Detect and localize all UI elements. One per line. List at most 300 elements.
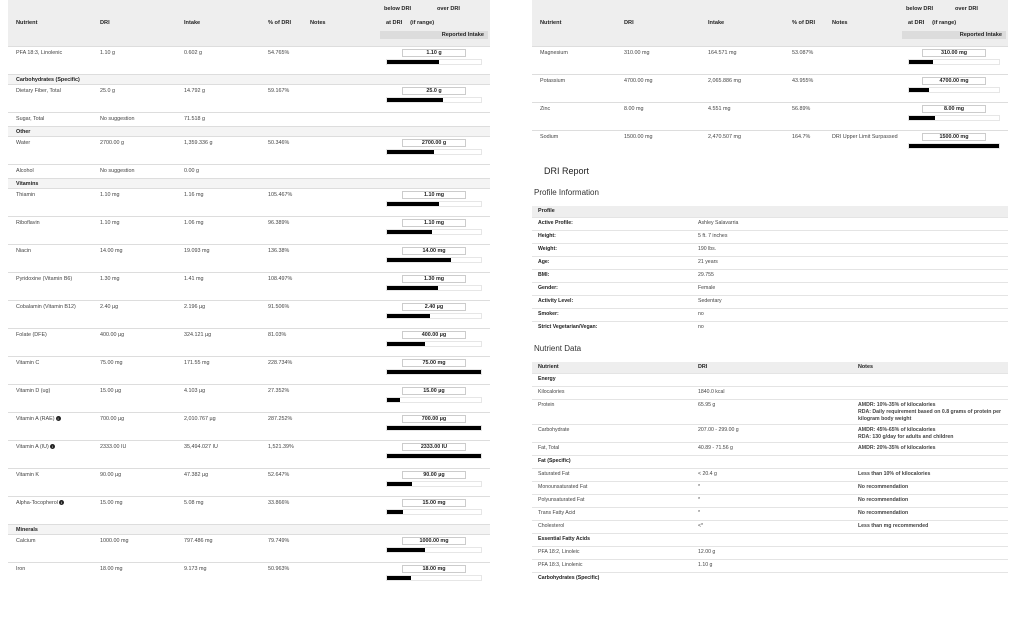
intake-value: 4.551 mg: [700, 102, 784, 130]
profile-label: Strict Vegetarian/Vegan:: [532, 321, 692, 334]
profile-label: Active Profile:: [532, 217, 692, 230]
profile-label: Gender:: [532, 282, 692, 295]
pct-value: 59.167%: [260, 84, 302, 112]
nutrient-name: [8, 496, 92, 524]
table-row: [532, 102, 1008, 130]
pct-value: 50.346%: [260, 136, 302, 164]
table-row: [532, 546, 1008, 559]
profile-row: [532, 282, 1008, 295]
profile-value: Ashley Salavarria: [692, 217, 1008, 230]
dri-target-label: 4700.00 mg: [922, 77, 986, 85]
nutrient-label: Dietary Fiber, Total: [16, 87, 61, 94]
intake-bar-track: [386, 97, 482, 103]
pct-value: 33.866%: [260, 496, 302, 524]
nutrient-name: Saturated Fat: [532, 468, 692, 481]
intake-value: 71.518 g: [176, 112, 260, 126]
notes-value: [302, 384, 378, 412]
profile-value: 5 ft. 7 inches: [692, 230, 1008, 243]
nutrient-name: PFA 18:2, Linoleic: [532, 546, 692, 559]
notes-value: [302, 328, 378, 356]
intake-bar-track: [386, 481, 482, 487]
nutrient-name: Cholesterol: [532, 520, 692, 533]
nutrient-name: Sugar, Total: [8, 112, 92, 126]
dri-value: 2333.00 IU: [92, 440, 176, 468]
category-label: Energy: [532, 373, 1008, 386]
notes-value: AMDR: 20%-35% of kilocalories: [852, 442, 1008, 455]
intake-bar-track: [908, 59, 1000, 65]
intake-bar-fill: [387, 286, 438, 290]
dri-target-label: 400.00 µg: [402, 331, 466, 339]
intake-bar-fill: [387, 342, 425, 346]
report-title: DRI Report: [544, 166, 590, 176]
pct-value: 53.087%: [784, 46, 824, 74]
intake-value: 2.196 µg: [176, 300, 260, 328]
nutrient-label: Cobalamin (Vitamin B12): [16, 303, 76, 310]
header-below: below DRI: [906, 6, 934, 13]
header-reported: Reported Intake: [902, 31, 1006, 39]
category-row: [8, 126, 490, 136]
notes-value: [302, 188, 378, 216]
notes-value: AMDR: 45%-65% of kilocalories RDA: 130 g/day for adults and children: [852, 424, 1008, 442]
bar-cell: [378, 440, 490, 468]
intake-value: 0.602 g: [176, 46, 260, 74]
dri-target-label: 75.00 mg: [402, 359, 466, 367]
pct-value: 1,521.39%: [260, 440, 302, 468]
dri-target-label: 14.00 mg: [402, 247, 466, 255]
bar-cell: [378, 272, 490, 300]
bar-cell: [378, 356, 490, 384]
nutrient-name: [8, 272, 92, 300]
bar-cell: [378, 136, 490, 164]
notes-value: No recommendation: [852, 494, 1008, 507]
dri-value: <*: [692, 520, 852, 533]
dri-value: 4700.00 mg: [616, 74, 700, 102]
nutrient-label: Zinc: [540, 105, 551, 112]
profile-row: [532, 295, 1008, 308]
dri-page-right: [532, 0, 1008, 620]
table-row: [8, 112, 490, 126]
notes-value: [302, 300, 378, 328]
category-label: Carbohydrates (Specific): [8, 74, 490, 84]
profile-row: [532, 243, 1008, 256]
header-pct: % of DRI: [784, 0, 824, 46]
nutrient-name: [8, 384, 92, 412]
dri-value: 1840.0 kcal: [692, 386, 852, 399]
pct-value: 108.497%: [260, 272, 302, 300]
dri-target-label: 15.00 mg: [402, 499, 466, 507]
info-icon: i: [50, 444, 55, 449]
table-row: [8, 562, 490, 590]
dri-value: 65.95 g: [692, 399, 852, 424]
dri-value: 310.00 mg: [616, 46, 700, 74]
intake-bar-fill: [909, 116, 935, 120]
header-ifrange: (if range): [410, 20, 435, 27]
nutrient-name: [8, 562, 92, 590]
intake-bar-fill: [909, 88, 929, 92]
nutrient-name: [8, 188, 92, 216]
nutrient-label: Iron: [16, 565, 26, 572]
intake-bar-fill: [387, 230, 432, 234]
notes-value: [824, 74, 900, 102]
dri-value: 400.00 µg: [92, 328, 176, 356]
dri-value: No suggestion: [92, 112, 176, 126]
intake-value: 797.486 mg: [176, 534, 260, 562]
dri-target-label: 1.10 mg: [402, 219, 466, 227]
profile-row: [532, 256, 1008, 269]
profile-value: 29.755: [692, 269, 1008, 282]
pct-value: 43.955%: [784, 74, 824, 102]
nd-header-nutrient: Nutrient: [532, 362, 692, 373]
nutrient-name: Alcohol: [8, 164, 92, 178]
dri-value: 14.00 mg: [92, 244, 176, 272]
profile-row: [532, 321, 1008, 334]
category-label: Minerals: [8, 524, 490, 534]
intake-bar-fill: [909, 60, 933, 64]
nutrient-name: Fat, Total: [532, 442, 692, 455]
nutrient-label: Sodium: [540, 133, 559, 140]
notes-value: [302, 356, 378, 384]
intake-value: 5.08 mg: [176, 496, 260, 524]
pct-value: 136.38%: [260, 244, 302, 272]
dri-table-right: [532, 0, 1008, 158]
nutrient-name: [8, 84, 92, 112]
dri-value: 75.00 mg: [92, 356, 176, 384]
dri-target-label: 8.00 mg: [922, 105, 986, 113]
notes-value: [302, 440, 378, 468]
table-row: [8, 84, 490, 112]
dri-value: 207.00 - 299.00 g: [692, 424, 852, 442]
bar-cell: [378, 46, 490, 74]
nutrient-label: Niacin: [16, 247, 31, 254]
pct-value: 81.03%: [260, 328, 302, 356]
nd-header-notes: Notes: [852, 362, 1008, 373]
profile-value: Female: [692, 282, 1008, 295]
intake-value: 4.103 µg: [176, 384, 260, 412]
intake-bar-track: [908, 87, 1000, 93]
nutrient-label: Vitamin A (RAE): [16, 415, 55, 422]
notes-value: [302, 136, 378, 164]
bar-cell: [378, 534, 490, 562]
pct-value: 96.389%: [260, 216, 302, 244]
table-row: [8, 356, 490, 384]
intake-bar-track: [386, 397, 482, 403]
table-row: [532, 386, 1008, 399]
header-notes: Notes: [302, 0, 378, 46]
table-row: [8, 216, 490, 244]
pct-value: 105.467%: [260, 188, 302, 216]
nutrient-name: [8, 136, 92, 164]
pct-value: [260, 112, 302, 126]
dri-target-label: 90.00 µg: [402, 471, 466, 479]
notes-value: [302, 562, 378, 590]
intake-value: 1,359.336 g: [176, 136, 260, 164]
notes-value: Less than mg recommended: [852, 520, 1008, 533]
intake-value: 171.55 mg: [176, 356, 260, 384]
intake-bar-fill: [387, 510, 403, 514]
dri-target-label: 2700.00 g: [402, 139, 466, 147]
table-row: [532, 559, 1008, 572]
pct-value: 27.352%: [260, 384, 302, 412]
notes-value: [852, 386, 1008, 399]
notes-value: [302, 244, 378, 272]
dri-target-label: 1000.00 mg: [402, 537, 466, 545]
table-row: [8, 188, 490, 216]
nutrient-name: [8, 440, 92, 468]
bar-cell: [900, 74, 1008, 102]
intake-value: 35,494.027 IU: [176, 440, 260, 468]
profile-value: 21 years: [692, 256, 1008, 269]
category-label: Carbohydrates (Specific): [532, 572, 1008, 585]
notes-value: [302, 164, 378, 178]
category-row: [532, 455, 1008, 468]
profile-table: [532, 206, 1008, 334]
bar-cell: [378, 112, 490, 126]
profile-heading: Profile Information: [534, 188, 599, 197]
intake-bar-fill: [387, 202, 439, 206]
dri-value: 40.89 - 71.56 g: [692, 442, 852, 455]
intake-value: 2,010.767 µg: [176, 412, 260, 440]
table-row: [532, 74, 1008, 102]
dri-target-label: 18.00 mg: [402, 565, 466, 573]
header-reported: Reported Intake: [380, 31, 488, 39]
nutrient-label: PFA 18:3, Linolenic: [16, 49, 63, 56]
intake-value: 47.382 µg: [176, 468, 260, 496]
table-row: [8, 164, 490, 178]
pct-value: 228.734%: [260, 356, 302, 384]
category-label: Fat (Specific): [532, 455, 1008, 468]
dri-value: No suggestion: [92, 164, 176, 178]
category-row: [532, 572, 1008, 585]
notes-value: [302, 412, 378, 440]
header-pct: % of DRI: [260, 0, 302, 46]
profile-label: Age:: [532, 256, 692, 269]
intake-bar-fill: [387, 548, 425, 552]
nutrient-name: Protein: [532, 399, 692, 424]
intake-value: 2,065.886 mg: [700, 74, 784, 102]
nutrient-name: [8, 300, 92, 328]
category-row: [532, 533, 1008, 546]
notes-value: [302, 112, 378, 126]
info-icon: i: [56, 416, 61, 421]
intake-bar-fill: [387, 258, 451, 262]
table-row: [8, 300, 490, 328]
profile-header: Profile: [532, 206, 1008, 217]
table-row: [532, 468, 1008, 481]
notes-value: Less than 10% of kilocalories: [852, 468, 1008, 481]
pct-value: 52.647%: [260, 468, 302, 496]
table-header: [8, 0, 490, 46]
table-row: [8, 440, 490, 468]
intake-bar-track: [386, 369, 482, 375]
profile-value: Sedentary: [692, 295, 1008, 308]
bar-cell: [900, 130, 1008, 158]
bar-cell: [378, 300, 490, 328]
intake-value: 14.792 g: [176, 84, 260, 112]
nutrient-name: [8, 46, 92, 74]
dri-value: 18.00 mg: [92, 562, 176, 590]
category-row: [8, 74, 490, 84]
intake-bar-track: [386, 229, 482, 235]
nutrient-name: Carbohydrate: [532, 424, 692, 442]
header-over: over DRI: [436, 6, 460, 13]
profile-label: Smoker:: [532, 308, 692, 321]
table-row: [8, 328, 490, 356]
dri-value: 1.10 g: [692, 559, 852, 572]
dri-target-label: 1.10 g: [402, 49, 466, 57]
notes-value: [824, 102, 900, 130]
intake-bar-fill: [387, 576, 411, 580]
bar-cell: [378, 244, 490, 272]
category-row: [8, 524, 490, 534]
dri-value: 90.00 µg: [92, 468, 176, 496]
header-over: over DRI: [954, 6, 978, 13]
header-nutrient: Nutrient: [8, 0, 92, 46]
category-row: [8, 178, 490, 188]
dri-target-label: 1.10 mg: [402, 191, 466, 199]
intake-value: 9.173 mg: [176, 562, 260, 590]
bar-cell: [378, 412, 490, 440]
dri-value: *: [692, 494, 852, 507]
pct-value: 91.506%: [260, 300, 302, 328]
category-label: Essential Fatty Acids: [532, 533, 1008, 546]
nutrient-label: Potassium: [540, 77, 566, 84]
category-label: Other: [8, 126, 490, 136]
profile-label: Height:: [532, 230, 692, 243]
header-notes: Notes: [824, 0, 900, 46]
table-row: [532, 424, 1008, 442]
intake-value: 2,470.507 mg: [700, 130, 784, 158]
pct-value: 56.89%: [784, 102, 824, 130]
intake-bar-track: [386, 509, 482, 515]
notes-value: [824, 46, 900, 74]
pct-value: 287.252%: [260, 412, 302, 440]
dri-value: 1.10 mg: [92, 188, 176, 216]
notes-value: AMDR: 10%-35% of kilocalories RDA: Daily requirement based on 0.8 grams of protein per kilogram body weight: [852, 399, 1008, 424]
profile-row: [532, 230, 1008, 243]
intake-value: 1.06 mg: [176, 216, 260, 244]
profile-label: Activity Level:: [532, 295, 692, 308]
bar-cell: [378, 164, 490, 178]
table-row: [8, 136, 490, 164]
notes-value: [302, 216, 378, 244]
intake-bar-fill: [387, 398, 400, 402]
pct-value: 164.7%: [784, 130, 824, 158]
bar-cell: [378, 468, 490, 496]
header-intake: Intake: [176, 0, 260, 46]
nutrient-label: Magnesium: [540, 49, 568, 56]
dri-value: 1.10 mg: [92, 216, 176, 244]
profile-row: [532, 269, 1008, 282]
nutrient-name: [532, 130, 616, 158]
nd-header-dri: DRI: [692, 362, 852, 373]
dri-value: 12.00 g: [692, 546, 852, 559]
profile-label: BMI:: [532, 269, 692, 282]
intake-bar-track: [386, 59, 482, 65]
dri-value: 15.00 mg: [92, 496, 176, 524]
pct-value: 79.749%: [260, 534, 302, 562]
table-row: [8, 496, 490, 524]
table-row: [8, 384, 490, 412]
table-row: [532, 399, 1008, 424]
table-header: [532, 0, 1008, 46]
nutrient-heading: Nutrient Data: [534, 344, 582, 353]
table-row: [532, 494, 1008, 507]
profile-label: Weight:: [532, 243, 692, 256]
notes-value: [302, 84, 378, 112]
dri-value: 15.00 µg: [92, 384, 176, 412]
table-row: [8, 468, 490, 496]
dri-target-label: 310.00 mg: [922, 49, 986, 57]
nutrient-name: [532, 74, 616, 102]
profile-row: [532, 308, 1008, 321]
nutrient-label: Pyridoxine (Vitamin B6): [16, 275, 73, 282]
intake-bar-track: [386, 313, 482, 319]
dri-value: < 20.4 g: [692, 468, 852, 481]
intake-bar-fill: [387, 370, 481, 374]
intake-bar-track: [386, 285, 482, 291]
table-row: [8, 46, 490, 74]
table-row: [8, 534, 490, 562]
intake-bar-fill: [387, 98, 443, 102]
intake-bar-track: [386, 425, 482, 431]
dri-value: 1.30 mg: [92, 272, 176, 300]
intake-bar-fill: [387, 60, 439, 64]
bar-cell: [378, 562, 490, 590]
nutrient-label: Vitamin C: [16, 359, 40, 366]
dri-target-label: 1500.00 mg: [922, 133, 986, 141]
intake-bar-track: [908, 143, 1000, 149]
nutrient-name: [532, 102, 616, 130]
intake-bar-track: [386, 547, 482, 553]
table-row: [532, 481, 1008, 494]
dri-value: *: [692, 507, 852, 520]
nutrient-name: Trans Fatty Acid: [532, 507, 692, 520]
intake-bar-track: [386, 149, 482, 155]
dri-value: 2700.00 g: [92, 136, 176, 164]
nutrient-label: Folate (DFE): [16, 331, 47, 338]
dri-target-label: 1.30 mg: [402, 275, 466, 283]
profile-value: 190 lbs.: [692, 243, 1008, 256]
nutrient-name: [532, 46, 616, 74]
header-below: below DRI: [384, 6, 412, 13]
header-bar: [378, 0, 490, 46]
dri-target-label: 2333.00 IU: [402, 443, 466, 451]
notes-value: No recommendation: [852, 481, 1008, 494]
table-row: [8, 412, 490, 440]
intake-bar-track: [386, 201, 482, 207]
profile-row: [532, 217, 1008, 230]
table-row: [8, 272, 490, 300]
nutrient-name: Monounsaturated Fat: [532, 481, 692, 494]
dri-page-left: [8, 0, 490, 612]
table-row: [532, 46, 1008, 74]
header-bar: [900, 0, 1008, 46]
pct-value: 50.963%: [260, 562, 302, 590]
header-intake: Intake: [700, 0, 784, 46]
nutrient-name: Kilocalories: [532, 386, 692, 399]
intake-value: 0.00 g: [176, 164, 260, 178]
header-dri: DRI: [92, 0, 176, 46]
notes-value: [302, 496, 378, 524]
table-row: [532, 442, 1008, 455]
bar-cell: [378, 188, 490, 216]
nutrient-name: [8, 412, 92, 440]
dri-target-label: 25.0 g: [402, 87, 466, 95]
nutrient-label: Calcium: [16, 537, 36, 544]
dri-value: *: [692, 481, 852, 494]
intake-bar-fill: [387, 314, 430, 318]
dri-value: 700.00 µg: [92, 412, 176, 440]
